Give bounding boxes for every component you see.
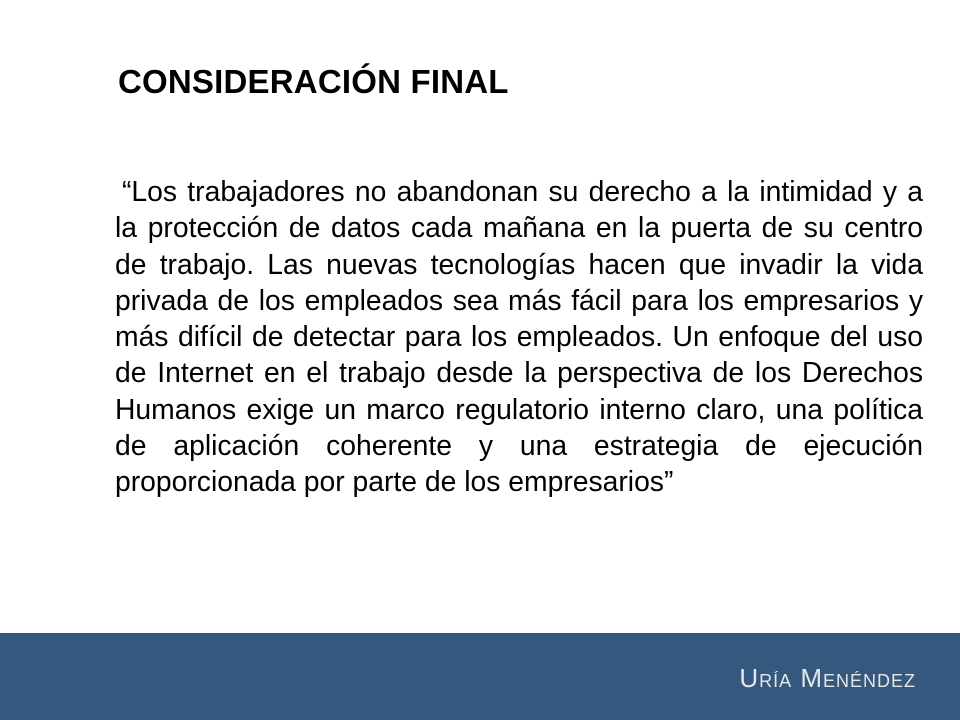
footer-bar: [0, 633, 960, 720]
brand-logo: Uría Menéndez: [739, 663, 916, 693]
quote-body: “Los trabajadores no abandonan su derecho a la intimidad y a la protección de datos cada mañana en la puerta de su centro de trabajo. Las nuevas tecnologías hacen que invadir la vida privada de los empleados sea más fácil para los empresarios y más difícil de detectar para los empleados. Un enfoque del uso de Internet en el trabajo desde la perspectiva de los Derechos Humanos exige un marco regulatorio interno claro, una política de aplicación coherente y una estrategia de ejecución proporcionada por parte de los empresarios”: [115, 175, 923, 498]
slide-title: CONSIDERACIÓN FINAL: [118, 63, 509, 100]
